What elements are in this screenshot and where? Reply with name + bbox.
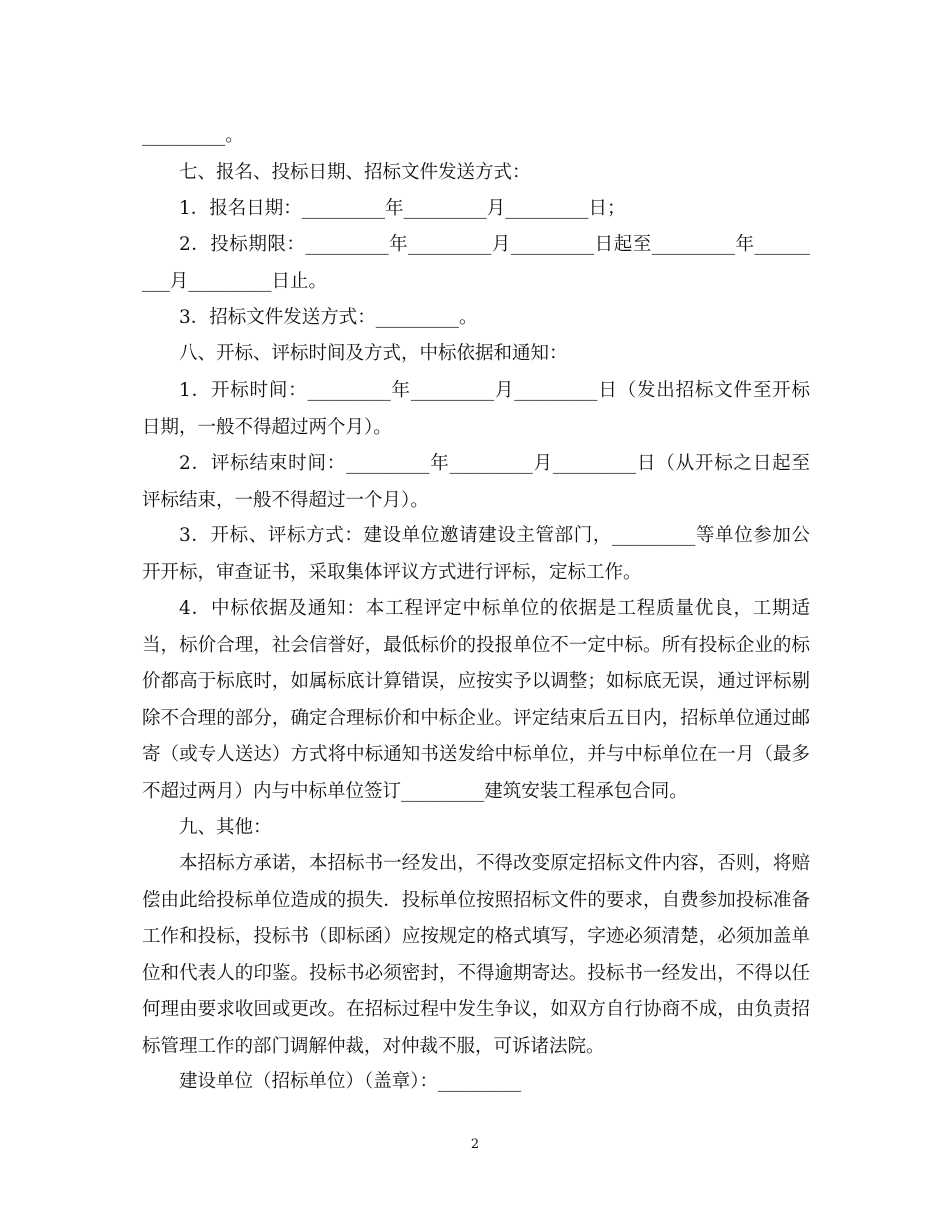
registration-date-clause: 1．报名日期：_________年_________月_________日； xyxy=(179,198,626,219)
page-number: 2 xyxy=(470,1137,480,1152)
section-8-heading: 八、开标、评标时间及方式，中标依据和通知： xyxy=(179,343,568,364)
signature-line: 建设单位（招标单位）（盖章）：_________ xyxy=(179,1071,522,1092)
bid-period-clause: 2．投标期限：_________年_________月_________日起至_________年_________月_________日止。 xyxy=(142,234,810,292)
tenderer-commitment-paragraph: 本招标方承诺，本招标书一经发出，不得改变原定招标文件内容，否则，将赔偿由此给投标单位造成的损失．投标单位按照招标文件的要求，自费参加投标准备工作和投标，投标书（即标函）应按规定的格式填写，字迹必须清楚，必须加盖单位和代表人的印鉴。投标书必须密封，不得逾期寄达。投标书一经发出，不得以任何理由要求收回或更改。在招标过程中发生争议，如双方自行协商不成，由负责招标管理工作的部门调解仲裁，对仲裁不服，可诉诸法院。 xyxy=(142,853,810,1057)
section-7-heading: 七、报名、投标日期、招标文件发送方式： xyxy=(179,162,531,183)
evaluation-end-time-clause: 2．评标结束时间：_________年_________月_________日（从开标之日起至评标结束，一般不得超过一个月）。 xyxy=(142,453,810,511)
section-9-heading: 九、其他： xyxy=(179,817,272,838)
document-delivery-clause: 3．招标文件发送方式：_________。 xyxy=(179,307,478,328)
opening-evaluation-method-clause: 3．开标、评标方式：建设单位邀请建设主管部门，_________等单位参加公开开标，审查证书，采取集体评议方式进行评标，定标工作。 xyxy=(142,525,810,583)
award-basis-notice-clause: 4．中标依据及通知：本工程评定中标单位的依据是工程质量优良，工期适当，标价合理，社会信誉好，最低标价的投报单位不一定中标。所有投标企业的标价都高于标底时，如属标底计算错误，应按实予以调整；如标底无误，通过评标剔除不合理的部分，确定合理标价和中标企业。评定结束后五日内，招标单位通过邮寄（或专人送达）方式将中标通知书送发给中标单位，并与中标单位在一月（最多不超过两月）内与中标单位签订_________建筑安装工程承包合同。 xyxy=(142,598,810,802)
blank-line-continuation: _________。 xyxy=(142,125,244,146)
bid-opening-time-clause: 1．开标时间：_________年_________月_________日（发出招标文件至开标日期，一般不得超过两个月）。 xyxy=(142,380,810,438)
